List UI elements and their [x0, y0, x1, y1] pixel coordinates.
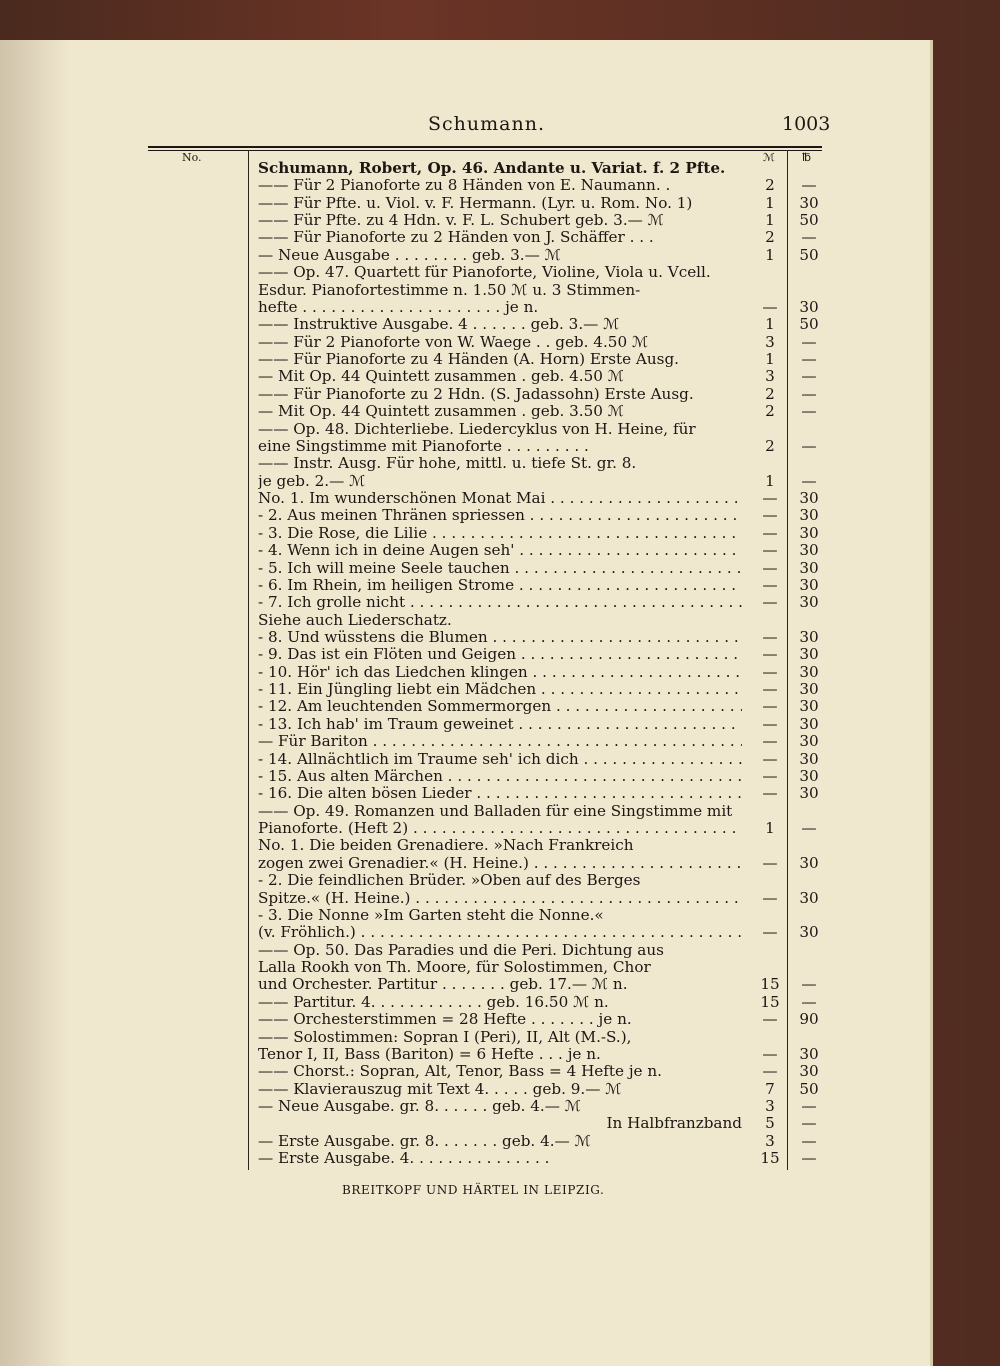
entry-description: In Halbfranzband	[606, 1115, 742, 1133]
price-mark: 1	[765, 245, 775, 264]
entry-description: Lalla Rookh von Th. Moore, für Solostimmen, Chor	[258, 959, 651, 977]
price-pfennig: —	[801, 471, 817, 490]
entry-description: eine Singstimme mit Pianoforte . . . . . . . . .	[258, 437, 589, 455]
entry-description: Tenor I, II, Bass (Bariton) = 6 Hefte . . . je n.	[258, 1045, 601, 1063]
price-pfennig: —	[801, 350, 817, 369]
entry-description: - 8. Und wüsstens die Blumen . . .	[258, 629, 742, 646]
entry-description: No. 1. Im wunderschönen Monat Mai . . .	[258, 490, 742, 507]
entry-description: - 10. Hör' ich das Liedchen klingen . . .	[258, 664, 742, 681]
price-mark: 15	[760, 975, 780, 994]
price-pfennig: —	[801, 176, 817, 195]
price-mark: —	[762, 853, 778, 872]
price-mark: 7	[765, 1079, 775, 1098]
price-mark: —	[762, 506, 778, 525]
price-pfennig: 30	[799, 523, 819, 542]
entry-description: - 7. Ich grolle nicht . . .	[258, 594, 742, 611]
price-mark: —	[762, 489, 778, 508]
price-mark: 1	[765, 315, 775, 334]
price-pfennig: 50	[799, 1079, 819, 1098]
column-header-pfennig: ℔	[802, 151, 811, 164]
entry-description: und Orchester. Partitur . . . . . . . geb. 17.— ℳ n.	[258, 976, 628, 994]
price-mark: 2	[765, 176, 775, 195]
entry-description: - 9. Das ist ein Flöten und Geigen . . .	[258, 646, 742, 663]
price-pfennig: 30	[799, 1044, 819, 1063]
entry-description: - 3. Die Nonne »Im Garten steht die Nonne.«	[258, 906, 604, 924]
price-mark: 1	[765, 350, 775, 369]
price-pfennig: 30	[799, 558, 819, 577]
price-mark: —	[762, 541, 778, 560]
price-mark: 2	[765, 384, 775, 403]
entry-description: —— Partitur. 4. . . . . . . . . . . . geb. 16.50 ℳ n.	[258, 993, 609, 1011]
price-mark: 15	[760, 992, 780, 1011]
entry-description: —— Op. 47. Quartett für Pianoforte, Violine, Viola u. Vcell.	[258, 264, 711, 282]
price-pfennig: —	[801, 332, 817, 351]
price-mark: —	[762, 627, 778, 646]
page-number: 1003	[782, 113, 831, 135]
entry-description: - 15. Aus alten Märchen . . .	[258, 768, 742, 785]
header-rule	[148, 146, 822, 148]
entry-description: — Mit Op. 44 Quintett zusammen . geb. 4.50 ℳ	[258, 368, 624, 386]
price-pfennig: 30	[799, 697, 819, 716]
entry-description: - 5. Ich will meine Seele tauchen . . .	[258, 560, 742, 577]
price-mark: 3	[765, 1131, 775, 1150]
entry-description: — Neue Ausgabe . . . . . . . . geb. 3.— ℳ	[258, 246, 561, 264]
price-mark: 1	[765, 211, 775, 230]
price-pfennig: —	[801, 436, 817, 455]
price-mark: —	[762, 645, 778, 664]
price-pfennig: —	[801, 367, 817, 386]
entry-description: —— Für Pianoforte zu 2 Hdn. (S. Jadassohn) Erste Ausg.	[258, 385, 694, 403]
entry-description: Siehe auch Liederschatz.	[258, 611, 452, 629]
page-title: Schumann.	[428, 113, 545, 135]
entry-description: - 4. Wenn ich in deine Augen seh' . . .	[258, 542, 742, 559]
entry-description: —— Für Pfte. zu 4 Hdn. v. F. L. Schubert geb. 3.— ℳ	[258, 212, 664, 230]
price-mark: —	[762, 888, 778, 907]
price-mark: —	[762, 766, 778, 785]
price-mark: 1	[765, 193, 775, 212]
entry-description: —— Instruktive Ausgabe. 4 . . . . . . geb. 3.— ℳ	[258, 316, 620, 334]
price-pfennig: 90	[799, 1010, 819, 1029]
header-rule-thin	[148, 150, 822, 151]
column-header-no: No.	[182, 151, 202, 164]
entry-description: —— Für Pianoforte zu 4 Händen (A. Horn) Erste Ausg.	[258, 351, 679, 369]
entry-description: —— Chorst.: Sopran, Alt, Tenor, Bass = 4 Hefte je n.	[258, 1063, 662, 1081]
entry-description: —— Für Pfte. u. Viol. v. F. Hermann. (Lyr. u. Rom. No. 1)	[258, 194, 693, 212]
entry-description: je geb. 2.— ℳ	[258, 472, 366, 490]
price-pfennig: 50	[799, 245, 819, 264]
price-pfennig: —	[801, 975, 817, 994]
price-mark: 3	[765, 332, 775, 351]
entry-description: - 12. Am leuchtenden Sommermorgen . . .	[258, 698, 742, 715]
price-mark: —	[762, 749, 778, 768]
price-pfennig: —	[801, 1096, 817, 1115]
price-mark: 3	[765, 367, 775, 386]
price-mark: —	[762, 697, 778, 716]
price-mark: —	[762, 575, 778, 594]
entry-description: - 14. Allnächtlich im Traume seh' ich dich . . .	[258, 751, 742, 768]
price-pfennig: —	[801, 1114, 817, 1133]
price-pfennig: 30	[799, 1062, 819, 1081]
price-pfennig: 50	[799, 211, 819, 230]
price-mark: 1	[765, 471, 775, 490]
entry-description: —— Op. 50. Das Paradies und die Peri. Dichtung aus	[258, 941, 664, 959]
price-mark: 1	[765, 819, 775, 838]
entry-description: Esdur. Pianofortestimme n. 1.50 ℳ u. 3 Stimmen-	[258, 281, 641, 299]
entry-description: Schumann, Robert, Op. 46. Andante u. Variat. f. 2 Pfte.	[258, 160, 726, 177]
entry-description: —— Klavierauszug mit Text 4. . . . . geb. 9.— ℳ	[258, 1080, 622, 1098]
price-mark: 15	[760, 1149, 780, 1168]
entry-description: — Für Bariton . . .	[258, 733, 742, 750]
entry-description: —— Für Pianoforte zu 2 Händen von J. Schäffer . . .	[258, 229, 654, 247]
price-mark: 5	[765, 1114, 775, 1133]
price-pfennig: 50	[799, 315, 819, 334]
entry-description: —— Für 2 Pianoforte von W. Waege . . geb. 4.50 ℳ	[258, 333, 649, 351]
price-pfennig: 30	[799, 627, 819, 646]
price-pfennig: 30	[799, 766, 819, 785]
entry-description: Pianoforte. (Heft 2) . . .	[258, 820, 742, 837]
price-pfennig: 30	[799, 714, 819, 733]
entry-description: — Erste Ausgabe. gr. 8. . . . . . . geb. 4.— ℳ	[258, 1132, 591, 1150]
price-mark: —	[762, 1044, 778, 1063]
price-mark: —	[762, 784, 778, 803]
publisher-footer: BREITKOPF UND HÄRTEL IN LEIPZIG.	[342, 1183, 605, 1197]
entry-description: (v. Fröhlich.) . . .	[258, 924, 742, 941]
entry-description: - 2. Die feindlichen Brüder. »Oben auf des Berges	[258, 872, 641, 890]
price-mark: —	[762, 1010, 778, 1029]
entry-description: - 3. Die Rose, die Lilie . . .	[258, 525, 742, 542]
price-pfennig: 30	[799, 575, 819, 594]
price-pfennig: 30	[799, 489, 819, 508]
entry-description: —— Op. 49. Romanzen und Balladen für eine Singstimme mit	[258, 802, 733, 820]
entry-description: — Neue Ausgabe. gr. 8. . . . . . geb. 4.— ℳ	[258, 1097, 581, 1115]
column-header-mark: ℳ	[763, 151, 775, 164]
price-pfennig: —	[801, 384, 817, 403]
price-mark: —	[762, 714, 778, 733]
entry-description: —— Für 2 Pianoforte zu 8 Händen von E. Naumann. .	[258, 177, 671, 195]
price-mark: —	[762, 923, 778, 942]
entry-description: —— Op. 48. Dichterliebe. Liedercyklus von H. Heine, für	[258, 420, 696, 438]
price-pfennig: —	[801, 992, 817, 1011]
entry-description: - 11. Ein Jüngling liebt ein Mädchen . . .	[258, 681, 742, 698]
entry-description: — Erste Ausgabe. 4. . . . . . . . . . . . . . .	[258, 1150, 550, 1168]
entry-description: —— Solostimmen: Sopran I (Peri), II, Alt (M.-S.),	[258, 1028, 632, 1046]
entry-description: zogen zwei Grenadier.« (H. Heine.) . . .	[258, 855, 742, 872]
price-mark: —	[762, 297, 778, 316]
price-pfennig: 30	[799, 541, 819, 560]
price-mark: 2	[765, 228, 775, 247]
price-mark: —	[762, 662, 778, 681]
entry-description: - 2. Aus meinen Thränen spriessen . . .	[258, 507, 742, 524]
price-mark: 2	[765, 402, 775, 421]
entry-description: —— Orchesterstimmen = 28 Hefte . . . . . . . je n.	[258, 1011, 632, 1029]
price-mark: 3	[765, 1096, 775, 1115]
price-pfennig: 30	[799, 732, 819, 751]
entry-description: — Mit Op. 44 Quintett zusammen . geb. 3.50 ℳ	[258, 403, 624, 421]
price-pfennig: —	[801, 1131, 817, 1150]
price-pfennig: 30	[799, 680, 819, 699]
price-mark: —	[762, 593, 778, 612]
price-mark: —	[762, 1062, 778, 1081]
price-mark: —	[762, 558, 778, 577]
price-pfennig: 30	[799, 923, 819, 942]
entry-description: - 6. Im Rhein, im heiligen Strome . . .	[258, 577, 742, 594]
column-divider-left	[248, 150, 249, 1170]
price-mark: —	[762, 523, 778, 542]
entry-description: Spitze.« (H. Heine.) . . .	[258, 890, 742, 907]
price-mark: 2	[765, 436, 775, 455]
entry-description: - 16. Die alten bösen Lieder . . .	[258, 785, 742, 802]
price-pfennig: —	[801, 402, 817, 421]
price-pfennig: 30	[799, 853, 819, 872]
price-pfennig: 30	[799, 645, 819, 664]
price-pfennig: —	[801, 1149, 817, 1168]
price-pfennig: 30	[799, 888, 819, 907]
price-pfennig: 30	[799, 784, 819, 803]
price-pfennig: 30	[799, 506, 819, 525]
entry-description: No. 1. Die beiden Grenadiere. »Nach Frankreich	[258, 837, 634, 855]
price-pfennig: —	[801, 819, 817, 838]
price-pfennig: 30	[799, 193, 819, 212]
entry-description: —— Instr. Ausg. Für hohe, mittl. u. tiefe St. gr. 8.	[258, 455, 637, 473]
entry-description: - 13. Ich hab' im Traum geweinet . . .	[258, 716, 742, 733]
entry-description: hefte . . . . . . . . . . . . . . . . . . . . . je n.	[258, 298, 539, 316]
price-pfennig: 30	[799, 662, 819, 681]
price-pfennig: 30	[799, 593, 819, 612]
price-pfennig: 30	[799, 749, 819, 768]
price-pfennig: 30	[799, 297, 819, 316]
price-mark: —	[762, 680, 778, 699]
price-mark: —	[762, 732, 778, 751]
page-gutter-shadow	[0, 40, 70, 1366]
price-pfennig: —	[801, 228, 817, 247]
